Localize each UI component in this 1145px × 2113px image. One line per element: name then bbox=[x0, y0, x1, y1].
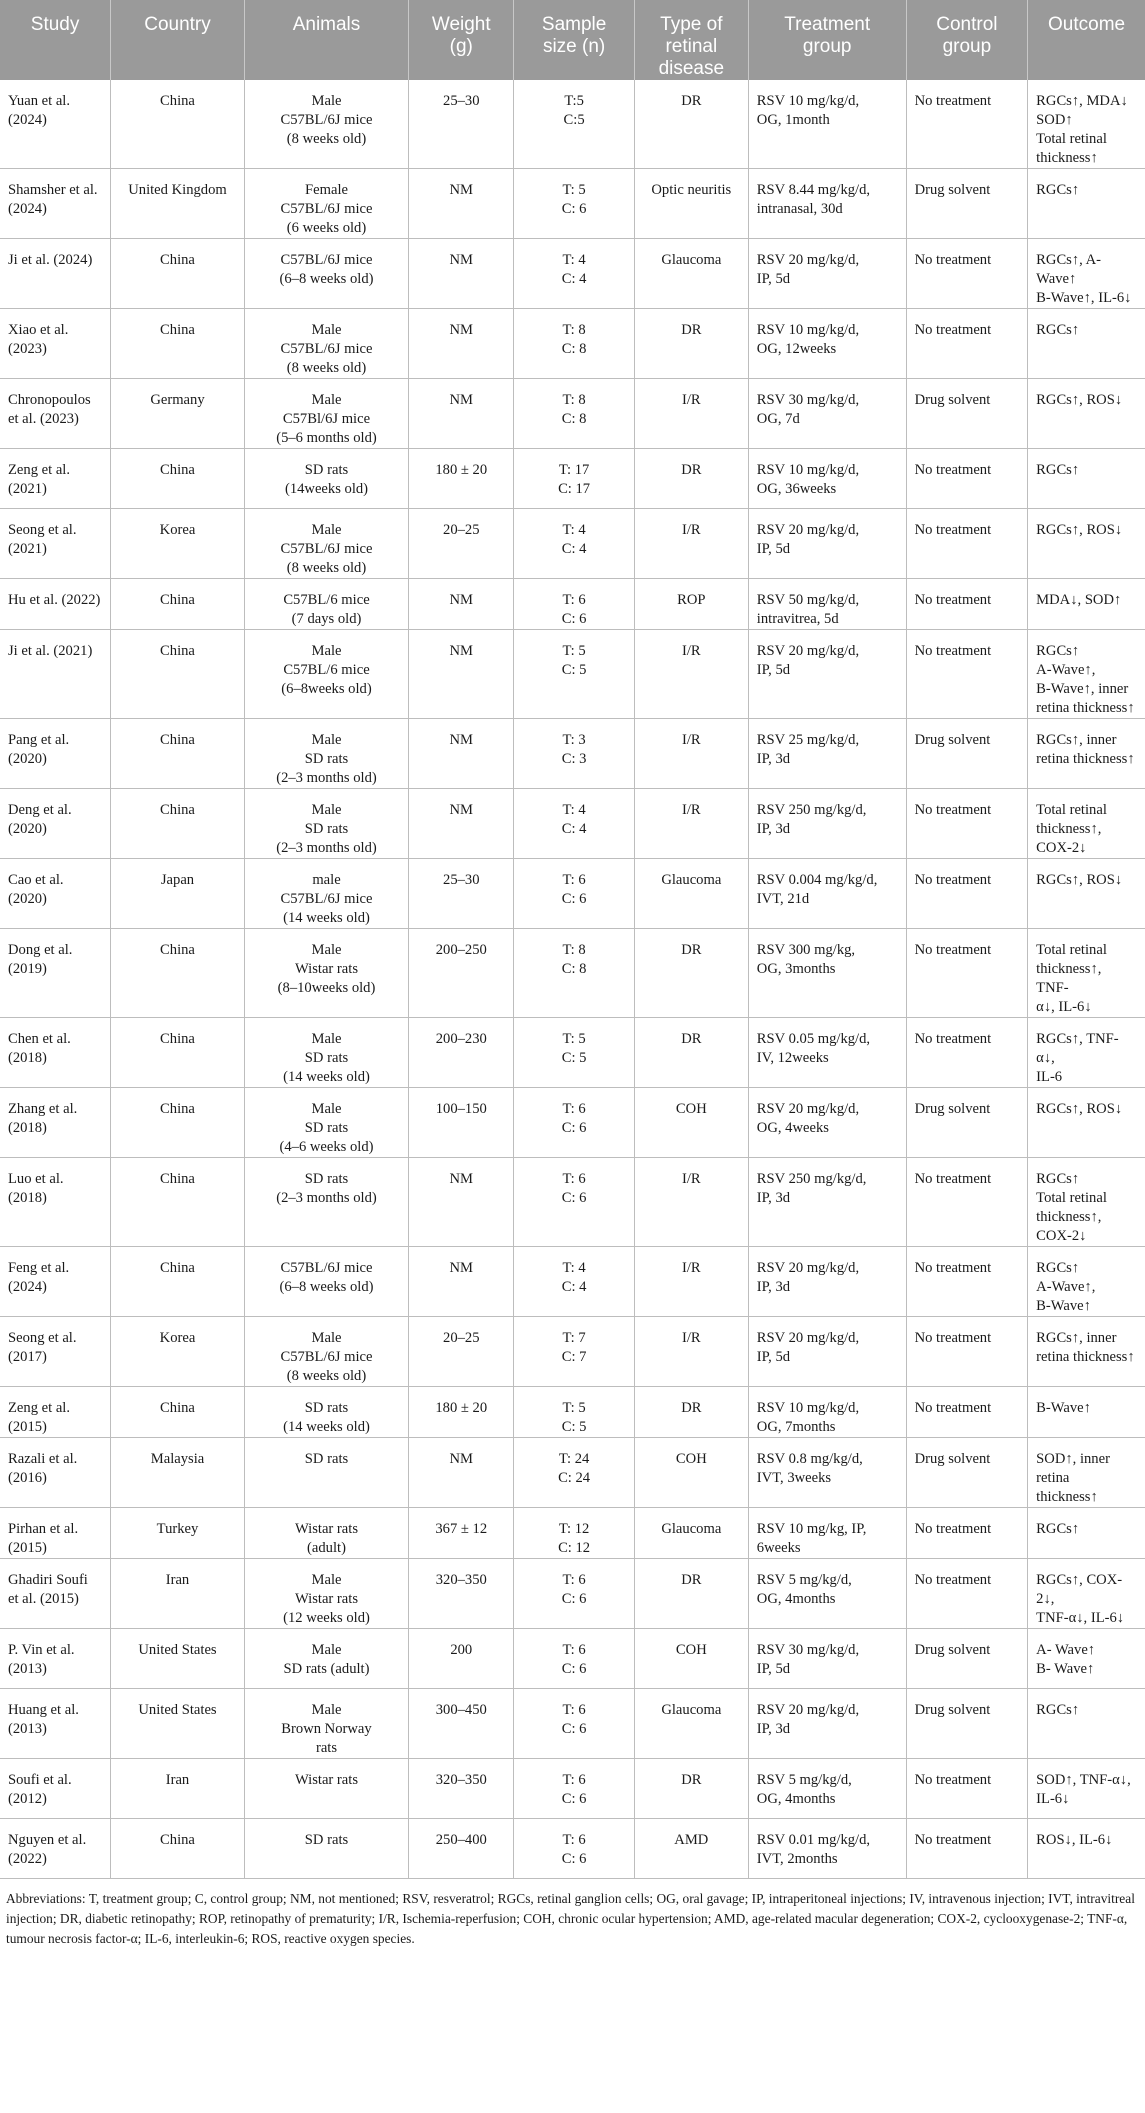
cell-animals: Female C57BL/6J mice (6 weeks old) bbox=[244, 169, 408, 239]
cell-sample-size: T: 8 C: 8 bbox=[514, 309, 635, 379]
cell-disease-type: Glaucoma bbox=[634, 1689, 748, 1759]
cell-treatment-group: RSV 30 mg/kg/d, OG, 7d bbox=[748, 379, 906, 449]
cell-country: China bbox=[111, 789, 245, 859]
cell-sample-size: T: 5 C: 6 bbox=[514, 169, 635, 239]
cell-animals: C57BL/6J mice (6–8 weeks old) bbox=[244, 239, 408, 309]
table-row bbox=[0, 859, 1145, 929]
cell-treatment-group: RSV 20 mg/kg/d, OG, 4weeks bbox=[748, 1088, 906, 1158]
cell-animals: Male C57BL/6 mice (6–8weeks old) bbox=[244, 630, 408, 719]
cell-disease-type: Glaucoma bbox=[634, 1508, 748, 1559]
cell-outcome: RGCs↑ bbox=[1028, 309, 1145, 379]
cell-outcome: RGCs↑ bbox=[1028, 1508, 1145, 1559]
cell-study: Pang et al. (2020) bbox=[0, 719, 111, 789]
cell-weight: 320–350 bbox=[409, 1759, 514, 1819]
cell-study: Zhang et al. (2018) bbox=[0, 1088, 111, 1158]
table-row bbox=[0, 449, 1145, 509]
cell-control-group: No treatment bbox=[906, 579, 1028, 630]
cell-animals: Wistar rats (adult) bbox=[244, 1508, 408, 1559]
table-row bbox=[0, 80, 1145, 169]
cell-outcome: RGCs↑ A-Wave↑, B-Wave↑ bbox=[1028, 1247, 1145, 1317]
cell-country: China bbox=[111, 80, 245, 169]
cell-control-group: No treatment bbox=[906, 1819, 1028, 1879]
cell-disease-type: ROP bbox=[634, 579, 748, 630]
cell-sample-size: T: 5 C: 5 bbox=[514, 630, 635, 719]
table-row bbox=[0, 309, 1145, 379]
column-header-disease-type: Type of retinal disease bbox=[634, 0, 748, 80]
table-row bbox=[0, 509, 1145, 579]
table-row bbox=[0, 579, 1145, 630]
cell-animals: Male C57BL/6J mice (8 weeks old) bbox=[244, 309, 408, 379]
cell-control-group: Drug solvent bbox=[906, 1629, 1028, 1689]
column-header-weight: Weight (g) bbox=[409, 0, 514, 80]
table-header bbox=[0, 0, 1145, 80]
cell-disease-type: I/R bbox=[634, 1317, 748, 1387]
cell-study: Pirhan et al. (2015) bbox=[0, 1508, 111, 1559]
cell-sample-size: T: 4 C: 4 bbox=[514, 239, 635, 309]
table-row bbox=[0, 1247, 1145, 1317]
cell-sample-size: T: 12 C: 12 bbox=[514, 1508, 635, 1559]
cell-study: Feng et al. (2024) bbox=[0, 1247, 111, 1317]
cell-sample-size: T: 6 C: 6 bbox=[514, 579, 635, 630]
cell-sample-size: T: 8 C: 8 bbox=[514, 379, 635, 449]
cell-animals: Male Brown Norway rats bbox=[244, 1689, 408, 1759]
cell-country: Turkey bbox=[111, 1508, 245, 1559]
cell-animals: Male C57BL/6J mice (8 weeks old) bbox=[244, 1317, 408, 1387]
cell-weight: 20–25 bbox=[409, 509, 514, 579]
cell-treatment-group: RSV 0.004 mg/kg/d, IVT, 21d bbox=[748, 859, 906, 929]
cell-country: China bbox=[111, 1018, 245, 1088]
cell-study: Seong et al. (2017) bbox=[0, 1317, 111, 1387]
cell-outcome: RGCs↑, ROS↓ bbox=[1028, 509, 1145, 579]
cell-outcome: RGCs↑, ROS↓ bbox=[1028, 859, 1145, 929]
cell-weight: 200–230 bbox=[409, 1018, 514, 1088]
cell-sample-size: T:5 C:5 bbox=[514, 80, 635, 169]
cell-outcome: RGCs↑ A-Wave↑, B-Wave↑, inner retina thickness↑ bbox=[1028, 630, 1145, 719]
table-row bbox=[0, 1508, 1145, 1559]
header-row bbox=[0, 0, 1145, 80]
cell-country: Korea bbox=[111, 1317, 245, 1387]
cell-outcome: RGCs↑, COX-2↓, TNF-α↓, IL-6↓ bbox=[1028, 1559, 1145, 1629]
cell-treatment-group: RSV 0.01 mg/kg/d, IVT, 2months bbox=[748, 1819, 906, 1879]
table-row bbox=[0, 1819, 1145, 1879]
cell-animals: Male SD rats (14 weeks old) bbox=[244, 1018, 408, 1088]
cell-sample-size: T: 5 C: 5 bbox=[514, 1018, 635, 1088]
cell-control-group: No treatment bbox=[906, 1559, 1028, 1629]
cell-study: Cao et al. (2020) bbox=[0, 859, 111, 929]
cell-treatment-group: RSV 20 mg/kg/d, IP, 3d bbox=[748, 1247, 906, 1317]
cell-disease-type: I/R bbox=[634, 379, 748, 449]
cell-control-group: No treatment bbox=[906, 80, 1028, 169]
cell-animals: Wistar rats bbox=[244, 1759, 408, 1819]
cell-control-group: Drug solvent bbox=[906, 719, 1028, 789]
cell-control-group: No treatment bbox=[906, 1508, 1028, 1559]
cell-study: Ji et al. (2021) bbox=[0, 630, 111, 719]
cell-country: China bbox=[111, 449, 245, 509]
cell-weight: 250–400 bbox=[409, 1819, 514, 1879]
table-row bbox=[0, 1158, 1145, 1247]
cell-treatment-group: RSV 20 mg/kg/d, IP, 5d bbox=[748, 509, 906, 579]
cell-outcome: ROS↓, IL-6↓ bbox=[1028, 1819, 1145, 1879]
cell-sample-size: T: 7 C: 7 bbox=[514, 1317, 635, 1387]
cell-country: China bbox=[111, 1158, 245, 1247]
cell-sample-size: T: 6 C: 6 bbox=[514, 1629, 635, 1689]
cell-disease-type: AMD bbox=[634, 1819, 748, 1879]
cell-weight: 180 ± 20 bbox=[409, 449, 514, 509]
cell-treatment-group: RSV 20 mg/kg/d, IP, 5d bbox=[748, 1317, 906, 1387]
cell-sample-size: T: 4 C: 4 bbox=[514, 509, 635, 579]
cell-disease-type: I/R bbox=[634, 630, 748, 719]
table-row bbox=[0, 789, 1145, 859]
cell-country: United States bbox=[111, 1629, 245, 1689]
cell-country: United Kingdom bbox=[111, 169, 245, 239]
cell-control-group: No treatment bbox=[906, 449, 1028, 509]
cell-outcome: RGCs↑, inner retina thickness↑ bbox=[1028, 719, 1145, 789]
cell-study: P. Vin et al. (2013) bbox=[0, 1629, 111, 1689]
cell-treatment-group: RSV 0.8 mg/kg/d, IVT, 3weeks bbox=[748, 1438, 906, 1508]
table-body bbox=[0, 80, 1145, 1879]
table-row bbox=[0, 929, 1145, 1018]
cell-weight: 25–30 bbox=[409, 859, 514, 929]
cell-outcome: RGCs↑ bbox=[1028, 1689, 1145, 1759]
cell-country: Malaysia bbox=[111, 1438, 245, 1508]
table-row bbox=[0, 630, 1145, 719]
cell-disease-type: COH bbox=[634, 1088, 748, 1158]
table-row bbox=[0, 1018, 1145, 1088]
cell-control-group: No treatment bbox=[906, 1387, 1028, 1438]
cell-outcome: RGCs↑ bbox=[1028, 449, 1145, 509]
cell-animals: Male SD rats (adult) bbox=[244, 1629, 408, 1689]
cell-animals: Male SD rats (2–3 months old) bbox=[244, 719, 408, 789]
cell-study: Zeng et al. (2015) bbox=[0, 1387, 111, 1438]
cell-country: Germany bbox=[111, 379, 245, 449]
cell-study: Hu et al. (2022) bbox=[0, 579, 111, 630]
cell-disease-type: Glaucoma bbox=[634, 239, 748, 309]
cell-weight: 25–30 bbox=[409, 80, 514, 169]
cell-weight: NM bbox=[409, 789, 514, 859]
column-header-control-group: Control group bbox=[906, 0, 1028, 80]
table-row bbox=[0, 1317, 1145, 1387]
cell-weight: NM bbox=[409, 630, 514, 719]
cell-weight: NM bbox=[409, 1247, 514, 1317]
cell-disease-type: DR bbox=[634, 449, 748, 509]
cell-treatment-group: RSV 10 mg/kg, IP, 6weeks bbox=[748, 1508, 906, 1559]
cell-outcome: MDA↓, SOD↑ bbox=[1028, 579, 1145, 630]
cell-study: Chen et al. (2018) bbox=[0, 1018, 111, 1088]
table-row bbox=[0, 1689, 1145, 1759]
cell-study: Shamsher et al. (2024) bbox=[0, 169, 111, 239]
cell-study: Deng et al. (2020) bbox=[0, 789, 111, 859]
column-header-animals: Animals bbox=[244, 0, 408, 80]
cell-animals: Male Wistar rats (12 weeks old) bbox=[244, 1559, 408, 1629]
cell-weight: NM bbox=[409, 379, 514, 449]
cell-country: Iran bbox=[111, 1759, 245, 1819]
cell-control-group: No treatment bbox=[906, 630, 1028, 719]
cell-weight: NM bbox=[409, 239, 514, 309]
cell-control-group: No treatment bbox=[906, 789, 1028, 859]
cell-weight: 200 bbox=[409, 1629, 514, 1689]
abbreviations-footnote: Abbreviations: T, treatment group; C, control group; NM, not mentioned; RSV, resveratrol; RGCs, retinal ganglion cells; OG, oral gavage; IP, intraperitoneal injections; IV, intravenous injection; IVT, intravitreal injection; DR, diabetic retinopathy; ROP, retinopathy of prematurity; I/R, Ischemia-reperfusion; COH, chronic ocular hypertension; AMD, age-related macular degeneration; COX-2, cyclooxygenase-2; TNF-α, tumour necrosis factor-α; IL-6, interleukin-6; ROS, reactive oxygen species. bbox=[6, 1891, 1135, 1946]
cell-weight: NM bbox=[409, 579, 514, 630]
cell-outcome: Total retinal thickness↑, TNF- α↓, IL-6↓ bbox=[1028, 929, 1145, 1018]
cell-sample-size: T: 6 C: 6 bbox=[514, 859, 635, 929]
cell-sample-size: T: 4 C: 4 bbox=[514, 1247, 635, 1317]
cell-treatment-group: RSV 30 mg/kg/d, IP, 5d bbox=[748, 1629, 906, 1689]
cell-treatment-group: RSV 300 mg/kg, OG, 3months bbox=[748, 929, 906, 1018]
cell-country: China bbox=[111, 579, 245, 630]
cell-disease-type: I/R bbox=[634, 719, 748, 789]
cell-control-group: No treatment bbox=[906, 1247, 1028, 1317]
cell-study: Razali et al. (2016) bbox=[0, 1438, 111, 1508]
cell-country: China bbox=[111, 929, 245, 1018]
cell-control-group: No treatment bbox=[906, 859, 1028, 929]
cell-control-group: Drug solvent bbox=[906, 379, 1028, 449]
cell-animals: Male SD rats (4–6 weeks old) bbox=[244, 1088, 408, 1158]
cell-country: Japan bbox=[111, 859, 245, 929]
cell-treatment-group: RSV 20 mg/kg/d, IP, 5d bbox=[748, 630, 906, 719]
cell-outcome: SOD↑, TNF-α↓, IL-6↓ bbox=[1028, 1759, 1145, 1819]
cell-treatment-group: RSV 20 mg/kg/d, IP, 5d bbox=[748, 239, 906, 309]
cell-sample-size: T: 8 C: 8 bbox=[514, 929, 635, 1018]
cell-disease-type: DR bbox=[634, 1018, 748, 1088]
cell-treatment-group: RSV 250 mg/kg/d, IP, 3d bbox=[748, 789, 906, 859]
cell-weight: 367 ± 12 bbox=[409, 1508, 514, 1559]
cell-weight: NM bbox=[409, 169, 514, 239]
table-row bbox=[0, 239, 1145, 309]
cell-outcome: RGCs↑, MDA↓ SOD↑ Total retinal thickness↑ bbox=[1028, 80, 1145, 169]
table-row bbox=[0, 1438, 1145, 1508]
cell-animals: SD rats (14 weeks old) bbox=[244, 1387, 408, 1438]
cell-treatment-group: RSV 8.44 mg/kg/d, intranasal, 30d bbox=[748, 169, 906, 239]
cell-study: Soufi et al. (2012) bbox=[0, 1759, 111, 1819]
table-row bbox=[0, 1629, 1145, 1689]
cell-treatment-group: RSV 10 mg/kg/d, OG, 7months bbox=[748, 1387, 906, 1438]
cell-weight: NM bbox=[409, 1158, 514, 1247]
cell-control-group: Drug solvent bbox=[906, 1088, 1028, 1158]
table-row bbox=[0, 719, 1145, 789]
cell-disease-type: DR bbox=[634, 80, 748, 169]
cell-control-group: No treatment bbox=[906, 1317, 1028, 1387]
cell-sample-size: T: 6 C: 6 bbox=[514, 1088, 635, 1158]
cell-animals: Male C57Bl/6J mice (5–6 months old) bbox=[244, 379, 408, 449]
cell-animals: SD rats (2–3 months old) bbox=[244, 1158, 408, 1247]
cell-outcome: RGCs↑, ROS↓ bbox=[1028, 379, 1145, 449]
cell-disease-type: Optic neuritis bbox=[634, 169, 748, 239]
cell-outcome: SOD↑, inner retina thickness↑ bbox=[1028, 1438, 1145, 1508]
cell-animals: C57BL/6 mice (7 days old) bbox=[244, 579, 408, 630]
cell-sample-size: T: 4 C: 4 bbox=[514, 789, 635, 859]
cell-outcome: RGCs↑ bbox=[1028, 169, 1145, 239]
column-header-country: Country bbox=[111, 0, 245, 80]
table-row bbox=[0, 1387, 1145, 1438]
cell-animals: Male C57BL/6J mice (8 weeks old) bbox=[244, 80, 408, 169]
cell-treatment-group: RSV 0.05 mg/kg/d, IV, 12weeks bbox=[748, 1018, 906, 1088]
cell-animals: SD rats (14weeks old) bbox=[244, 449, 408, 509]
cell-outcome: B-Wave↑ bbox=[1028, 1387, 1145, 1438]
cell-sample-size: T: 17 C: 17 bbox=[514, 449, 635, 509]
table-row bbox=[0, 1559, 1145, 1629]
cell-animals: Male C57BL/6J mice (8 weeks old) bbox=[244, 509, 408, 579]
cell-treatment-group: RSV 50 mg/kg/d, intravitrea, 5d bbox=[748, 579, 906, 630]
cell-outcome: Total retinal thickness↑, COX-2↓ bbox=[1028, 789, 1145, 859]
cell-treatment-group: RSV 20 mg/kg/d, IP, 3d bbox=[748, 1689, 906, 1759]
cell-animals: SD rats bbox=[244, 1819, 408, 1879]
cell-animals: male C57BL/6J mice (14 weeks old) bbox=[244, 859, 408, 929]
cell-disease-type: I/R bbox=[634, 1158, 748, 1247]
cell-country: China bbox=[111, 719, 245, 789]
cell-treatment-group: RSV 5 mg/kg/d, OG, 4months bbox=[748, 1759, 906, 1819]
cell-weight: 200–250 bbox=[409, 929, 514, 1018]
cell-study: Zeng et al. (2021) bbox=[0, 449, 111, 509]
cell-control-group: No treatment bbox=[906, 239, 1028, 309]
cell-treatment-group: RSV 250 mg/kg/d, IP, 3d bbox=[748, 1158, 906, 1247]
cell-sample-size: T: 5 C: 5 bbox=[514, 1387, 635, 1438]
cell-treatment-group: RSV 5 mg/kg/d, OG, 4months bbox=[748, 1559, 906, 1629]
cell-outcome: RGCs↑ Total retinal thickness↑, COX-2↓ bbox=[1028, 1158, 1145, 1247]
cell-weight: 180 ± 20 bbox=[409, 1387, 514, 1438]
column-header-study: Study bbox=[0, 0, 111, 80]
cell-control-group: Drug solvent bbox=[906, 1438, 1028, 1508]
cell-control-group: Drug solvent bbox=[906, 1689, 1028, 1759]
cell-country: United States bbox=[111, 1689, 245, 1759]
cell-disease-type: DR bbox=[634, 1759, 748, 1819]
cell-outcome: A- Wave↑ B- Wave↑ bbox=[1028, 1629, 1145, 1689]
cell-study: Seong et al. (2021) bbox=[0, 509, 111, 579]
column-header-treatment-group: Treatment group bbox=[748, 0, 906, 80]
cell-animals: C57BL/6J mice (6–8 weeks old) bbox=[244, 1247, 408, 1317]
cell-disease-type: DR bbox=[634, 1559, 748, 1629]
cell-disease-type: COH bbox=[634, 1629, 748, 1689]
cell-weight: 100–150 bbox=[409, 1088, 514, 1158]
cell-control-group: No treatment bbox=[906, 1018, 1028, 1088]
cell-control-group: No treatment bbox=[906, 1158, 1028, 1247]
cell-study: Luo et al. (2018) bbox=[0, 1158, 111, 1247]
cell-weight: 320–350 bbox=[409, 1559, 514, 1629]
cell-weight: NM bbox=[409, 719, 514, 789]
cell-control-group: No treatment bbox=[906, 309, 1028, 379]
cell-study: Huang et al. (2013) bbox=[0, 1689, 111, 1759]
cell-outcome: RGCs↑, A-Wave↑ B-Wave↑, IL-6↓ bbox=[1028, 239, 1145, 309]
cell-country: Iran bbox=[111, 1559, 245, 1629]
column-header-sample-size: Sample size (n) bbox=[514, 0, 635, 80]
cell-weight: NM bbox=[409, 309, 514, 379]
cell-disease-type: I/R bbox=[634, 789, 748, 859]
column-header-outcome: Outcome bbox=[1028, 0, 1145, 80]
cell-treatment-group: RSV 10 mg/kg/d, OG, 1month bbox=[748, 80, 906, 169]
cell-animals: SD rats bbox=[244, 1438, 408, 1508]
table-row bbox=[0, 1759, 1145, 1819]
cell-animals: Male Wistar rats (8–10weeks old) bbox=[244, 929, 408, 1018]
cell-treatment-group: RSV 10 mg/kg/d, OG, 36weeks bbox=[748, 449, 906, 509]
cell-country: China bbox=[111, 239, 245, 309]
cell-control-group: No treatment bbox=[906, 1759, 1028, 1819]
cell-study: Xiao et al. (2023) bbox=[0, 309, 111, 379]
cell-control-group: No treatment bbox=[906, 929, 1028, 1018]
cell-treatment-group: RSV 25 mg/kg/d, IP, 3d bbox=[748, 719, 906, 789]
cell-country: China bbox=[111, 1387, 245, 1438]
cell-weight: 20–25 bbox=[409, 1317, 514, 1387]
cell-sample-size: T: 6 C: 6 bbox=[514, 1819, 635, 1879]
cell-treatment-group: RSV 10 mg/kg/d, OG, 12weeks bbox=[748, 309, 906, 379]
cell-sample-size: T: 6 C: 6 bbox=[514, 1158, 635, 1247]
table-row bbox=[0, 379, 1145, 449]
cell-outcome: RGCs↑, inner retina thickness↑ bbox=[1028, 1317, 1145, 1387]
cell-study: Yuan et al. (2024) bbox=[0, 80, 111, 169]
cell-disease-type: COH bbox=[634, 1438, 748, 1508]
cell-weight: NM bbox=[409, 1438, 514, 1508]
cell-study: Dong et al. (2019) bbox=[0, 929, 111, 1018]
cell-study: Nguyen et al. (2022) bbox=[0, 1819, 111, 1879]
cell-sample-size: T: 3 C: 3 bbox=[514, 719, 635, 789]
cell-country: Korea bbox=[111, 509, 245, 579]
cell-country: China bbox=[111, 309, 245, 379]
cell-disease-type: DR bbox=[634, 929, 748, 1018]
cell-country: China bbox=[111, 1247, 245, 1317]
cell-outcome: RGCs↑, TNF-α↓, IL-6 bbox=[1028, 1018, 1145, 1088]
cell-sample-size: T: 6 C: 6 bbox=[514, 1559, 635, 1629]
cell-outcome: RGCs↑, ROS↓ bbox=[1028, 1088, 1145, 1158]
cell-study: Ghadiri Soufi et al. (2015) bbox=[0, 1559, 111, 1629]
cell-control-group: No treatment bbox=[906, 509, 1028, 579]
cell-study: Ji et al. (2024) bbox=[0, 239, 111, 309]
cell-disease-type: I/R bbox=[634, 1247, 748, 1317]
cell-disease-type: I/R bbox=[634, 509, 748, 579]
cell-weight: 300–450 bbox=[409, 1689, 514, 1759]
cell-sample-size: T: 6 C: 6 bbox=[514, 1689, 635, 1759]
cell-animals: Male SD rats (2–3 months old) bbox=[244, 789, 408, 859]
cell-disease-type: Glaucoma bbox=[634, 859, 748, 929]
cell-country: China bbox=[111, 1088, 245, 1158]
cell-sample-size: T: 24 C: 24 bbox=[514, 1438, 635, 1508]
cell-country: China bbox=[111, 1819, 245, 1879]
cell-sample-size: T: 6 C: 6 bbox=[514, 1759, 635, 1819]
cell-study: Chronopoulos et al. (2023) bbox=[0, 379, 111, 449]
cell-country: China bbox=[111, 630, 245, 719]
cell-disease-type: DR bbox=[634, 309, 748, 379]
table-row bbox=[0, 1088, 1145, 1158]
cell-control-group: Drug solvent bbox=[906, 169, 1028, 239]
cell-disease-type: DR bbox=[634, 1387, 748, 1438]
table-row bbox=[0, 169, 1145, 239]
